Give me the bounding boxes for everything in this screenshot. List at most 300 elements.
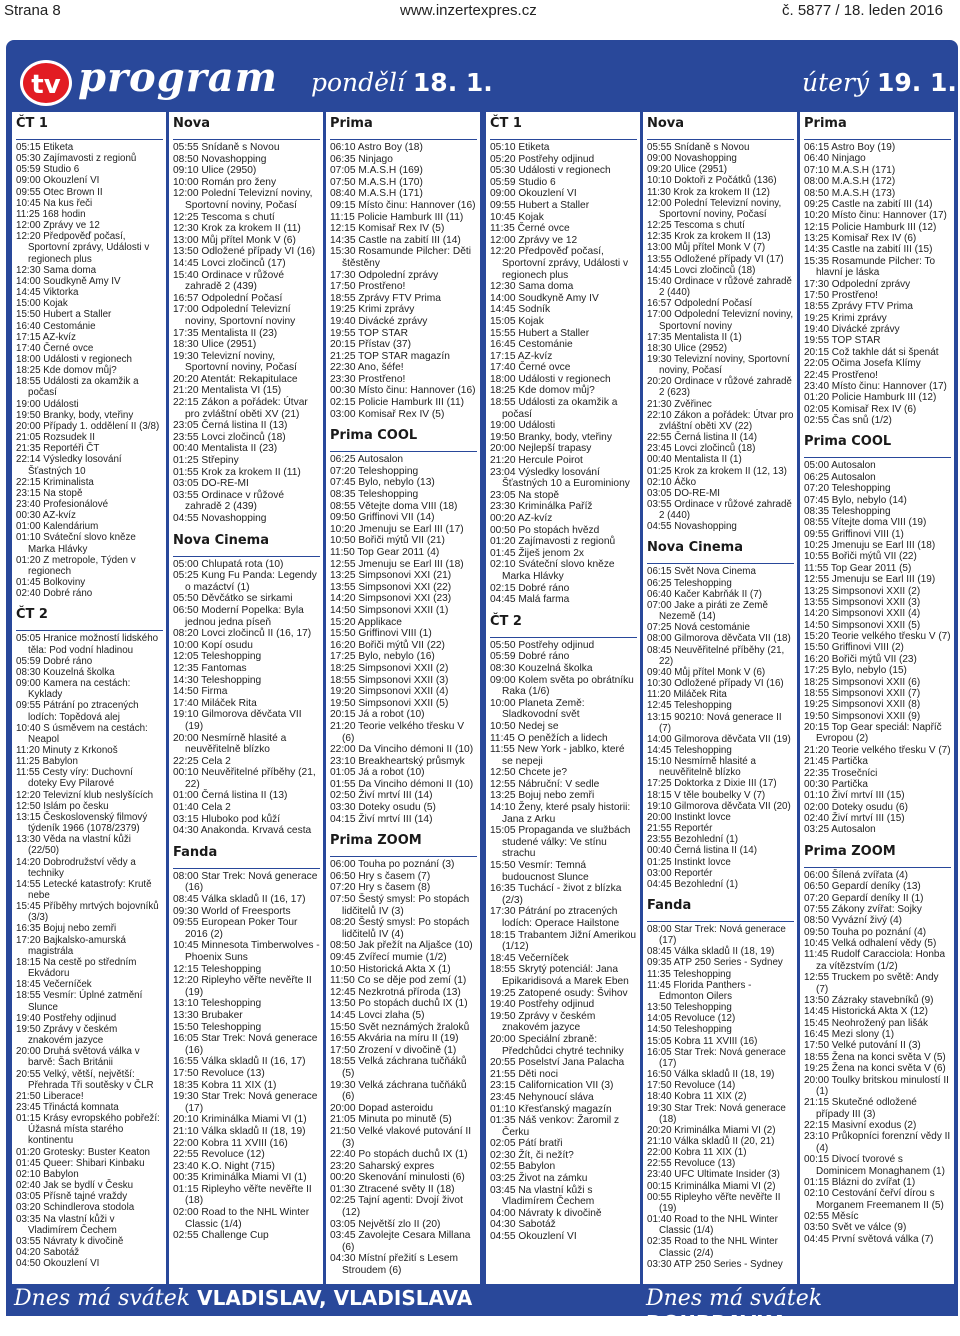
program-entry: 18:30 Ulice (2952) <box>647 342 728 354</box>
program-entry: 00:15 Kriminálka Miami VI (2) <box>647 1180 776 1192</box>
program-entry: 19:55 TOP STAR <box>804 335 881 347</box>
program-entry: 17:15 AZ-kvíz <box>490 350 553 362</box>
program-entry: 10:00 Kopí osudu <box>173 639 253 651</box>
program-entry: 02:30 Žít, či nežít? <box>490 1149 574 1161</box>
program-entry: 22:00 Kobra 11 XVIII (16) <box>173 1137 288 1149</box>
program-entry: 06:50 Hry s časem (7) <box>330 870 431 882</box>
program-entry: 12:05 Teleshopping <box>173 651 262 663</box>
program-list <box>173 140 320 525</box>
program-entry: 14:00 Gilmorova děvčata VII (19) <box>647 733 791 745</box>
nameday-right-names: DOUBRAVKA <box>646 1311 788 1335</box>
program-entry: 14:45 Historická Akta X (12) <box>804 1006 928 1018</box>
program-list <box>647 140 794 532</box>
program-entry: 18:30 Ulice (2951) <box>173 339 257 351</box>
program-entry: 06:40 Kačer Kabrňák II (7) <box>647 588 762 600</box>
program-entry: 02:10 Áčko <box>647 476 697 488</box>
program-entry: 01:35 Náš venkov: Žaromil z Čerku <box>490 1115 620 1138</box>
schedule-column <box>12 112 166 1284</box>
program-entry: 05:59 Studio 6 <box>16 164 80 176</box>
program-entry: 05:20 Postřehy odjinud <box>490 153 595 165</box>
program-entry: 18:55 Události za okamžik a počasí <box>16 376 139 399</box>
issue-info: č. 5877 / 18. leden 2016 <box>782 2 943 19</box>
program-entry: 13:00 Můj přítel Monk V (7) <box>647 242 766 254</box>
program-entry: 18:45 Večerníček <box>16 979 92 991</box>
program-entry: 17:40 Černé ovce <box>490 362 571 374</box>
program-entry: 08:30 Kouzelná školka <box>490 662 593 674</box>
program-entry: 17:50 Revoluce (14) <box>647 1080 736 1092</box>
day1-label: pondělí <box>311 68 405 97</box>
program-entry: 19:25 Krimi zprávy <box>330 304 415 316</box>
program-entry: 23:05 Na stopě <box>490 489 560 501</box>
program-entry: 01:45 Žiješ jenom 2x <box>490 547 585 559</box>
program-entry: 15:05 Kojak <box>490 315 544 327</box>
program-list <box>16 140 163 599</box>
program-entry: 15:50 Griffinovi VIII (2) <box>804 642 904 654</box>
program-entry: 15:40 Ordinace v růžové zahradě 2 (439) <box>173 269 284 293</box>
program-entry: 10:50 Nedej se <box>490 720 559 732</box>
program-entry: 12:50 Chcete je? <box>490 767 568 779</box>
program-entry: 13:10 Teleshopping <box>173 998 262 1010</box>
program-entry: 19:40 Postřehy odjinud <box>16 1012 117 1024</box>
program-entry: 09:20 Ulice (2951) <box>647 164 728 176</box>
program-entry: 08:45 Neuvěřitelné příběhy (21, 22) <box>647 644 785 667</box>
program-entry: 20:20 Atentát: Rekapitulace <box>173 373 298 385</box>
program-entry: 16:35 Tuchácí - život z blízka (2/3) <box>490 883 622 906</box>
channel-heading: Prima ZOOM <box>804 842 951 868</box>
program-entry: 17:25 Doktorka z Dixie III (17) <box>647 778 777 790</box>
program-entry: 05:59 Dobré ráno <box>490 651 570 663</box>
program-entry: 09:50 Griffinovi VII (14) <box>330 512 435 524</box>
program-entry: 19:10 Gilmorova děvčata VII (19) <box>173 709 302 732</box>
program-entry: 23:15 Californication VII (3) <box>490 1080 614 1092</box>
program-entry: 21:20 Herculе Poirot <box>490 455 583 467</box>
program-entry: 14:45 Lovci zločinců (18) <box>647 264 756 276</box>
program-entry: 09:15 Místo činu: Hannover (16) <box>330 199 476 211</box>
program-entry: 02:05 Komisař Rex IV (6) <box>804 403 917 415</box>
program-entry: 15:05 Kobra 11 XVIII (16) <box>647 1035 758 1047</box>
program-entry: 08:00 Star Trek: Nová generace (16) <box>173 870 318 894</box>
program-entry: 11:55 Top Gear 2011 (5) <box>804 562 912 574</box>
program-entry: 21:55 Reportér <box>647 823 713 835</box>
program-entry: 05:10 Etiketa <box>490 142 550 153</box>
program-entry: 19:50 Simpsonovi XXII (9) <box>804 710 921 722</box>
program-list <box>804 140 951 426</box>
program-entry: 00:20 Skenování minulosti (6) <box>330 1172 465 1184</box>
program-entry: 08:55 Vítejte doma VIII (19) <box>804 517 927 529</box>
program-entry: 11:20 Miláček Rita <box>647 689 727 701</box>
program-list <box>804 458 951 835</box>
tv-program-panel <box>6 40 958 1335</box>
program-entry: 11:45 Rudolf Caracciola: Honba za vítězstvím (1/2) <box>804 949 946 972</box>
program-entry: 16:55 Válka skladů II (16, 17) <box>173 1056 306 1068</box>
program-entry: 10:50 Historická Akta X (1) <box>330 963 451 975</box>
program-entry: 14:35 Castle na zabití III (15) <box>804 244 933 256</box>
program-entry: 12:30 Krok za krokem II (11) <box>173 223 301 235</box>
program-logo: program <box>78 54 279 101</box>
program-entry: 01:10 Křesťanský magazín <box>490 1103 612 1115</box>
program-entry: 06:25 Autosalon <box>804 471 876 483</box>
program-entry: 12:20 Televizní klub neslyšících <box>16 789 154 801</box>
program-list <box>330 140 477 420</box>
program-entry: 18:00 Události v regionech <box>16 353 133 365</box>
program-entry: 17:50 Prostřeno! <box>804 289 878 301</box>
program-entry: 18:55 Skrytý potenciál: Jana Epikaridisová a Marek Eben <box>490 964 629 987</box>
program-entry: 07:50 Šestý smysl: Po stopách lidčitelů IV (3) <box>330 894 470 917</box>
program-entry: 19:25 Zatopené osudy: Švihov <box>490 987 628 999</box>
program-entry: 16:40 Cestománie <box>16 320 96 332</box>
program-entry: 02:15 Policie Hamburk III (11) <box>330 397 465 409</box>
program-entry: 00:50 Po stopách hvězd <box>490 524 600 536</box>
program-list <box>330 452 477 825</box>
program-entry: 17:15 AZ-kvíz <box>16 331 76 343</box>
program-entry: 17:25 Bylo, nebylo (16) <box>330 651 435 663</box>
program-entry: 22:00 Da Vinciho démoni II (10) <box>330 744 474 756</box>
program-entry: 19:50 Simpsonovi XXII (5) <box>330 697 449 709</box>
program-entry: 09:45 Zvířecí mumie (1/2) <box>330 952 447 963</box>
program-entry: 19:40 Divácké zprávy <box>804 324 900 335</box>
program-entry: 17:00 Odpolední Televizní noviny, Sportovní noviny <box>173 304 296 327</box>
program-entry: 00:30 Místo činu: Hannover (16) <box>330 385 476 397</box>
program-entry: 10:10 Doktoři z Počátků (136) <box>647 175 777 187</box>
program-entry: 13:25 Simpsonovi XXII (2) <box>804 585 921 597</box>
program-entry: 19:50 Branky, body, vteřiny <box>16 409 134 421</box>
program-entry: 01:40 Cela 2 <box>173 802 231 814</box>
program-entry: 20:00 Toulky britskou minulostí II (1) <box>804 1074 949 1097</box>
program-entry: 03:25 Autosalon <box>804 824 876 836</box>
program-list <box>173 557 320 837</box>
program-entry: 03:30 Doteky osudu (5) <box>330 802 436 814</box>
program-entry: 17:20 Bajkalsko-amurská magistrála <box>16 934 126 957</box>
program-entry: 20:00 Dopad asteroidu <box>330 1102 434 1114</box>
program-entry: 10:45 Minnesota Timberwolves - Phoenix Suns <box>173 940 320 963</box>
program-entry: 04:00 Návraty k divočině <box>490 1207 602 1219</box>
program-entry: 19:50 Branky, body, vteřiny <box>490 431 612 443</box>
program-entry: 09:10 Ulice (2950) <box>173 165 257 177</box>
program-entry: 21:05 Rozsudek II <box>16 432 95 444</box>
program-entry: 05:50 Děvčátko se sirkami <box>173 593 293 605</box>
program-entry: 15:45 Příběhy mrtvých bojovníků (3/3) <box>16 901 159 924</box>
program-entry: 23:10 Průkopníci forenzní vědy II (4) <box>804 1131 951 1154</box>
program-entry: 15:40 Ordinace v růžové zahradě 2 (440) <box>647 275 792 299</box>
program-entry: 04:30 Anakonda. Krvavá cesta <box>173 825 312 837</box>
program-entry: 08:30 Kouzelná školka <box>16 666 115 678</box>
program-entry: 06:15 Astro Boy (19) <box>804 142 896 153</box>
program-entry: 03:25 Život na zámku <box>490 1173 588 1185</box>
channel-heading: Prima ZOOM <box>330 831 477 857</box>
program-entry: 23:20 Saharský expres <box>330 1160 435 1172</box>
program-entry: 14:30 Teleshopping <box>173 674 262 686</box>
program-entry: 01:55 Da Vinciho démoni II (10) <box>330 778 474 790</box>
program-entry: 15:30 Rosamunde Pilcher: Děti štěstěny <box>330 246 472 269</box>
program-entry: 20:20 Kriminálka Miami VI (2) <box>647 1124 776 1136</box>
program-entry: 12:55 Jmenuju se Earl III (18) <box>330 558 464 570</box>
program-entry: 03:45 Na vlastní kůži s Vladimírem Čechem <box>490 1184 595 1208</box>
program-entry: 16:50 Válka skladů II (18, 19) <box>647 1069 775 1081</box>
channel-heading: Nova <box>173 114 320 140</box>
program-entry: 08:45 Válka skladů II (16, 17) <box>173 894 306 906</box>
program-entry: 09:00 Kolem světa po obrátníku Raka (1/6) <box>490 674 634 698</box>
program-entry: 12:30 Sama doma <box>490 281 574 293</box>
program-entry: 02:40 Dobré ráno <box>16 588 93 600</box>
program-entry: 22:55 Revoluce (13) <box>647 1158 736 1170</box>
program-list <box>490 140 637 606</box>
program-list <box>647 922 794 1270</box>
channel-heading: ČT 2 <box>490 612 637 638</box>
program-entry: 03:35 Na vlastní kůži v Vladimírem Čechem <box>16 1213 117 1236</box>
program-entry: 06:50 Gepardí deníky (13) <box>804 881 921 893</box>
program-entry: 05:59 Studio 6 <box>490 176 556 188</box>
program-entry: 07:10 M.A.S.H (171) <box>804 164 896 176</box>
program-entry: 12:15 Policie Hamburk III (12) <box>804 221 937 233</box>
program-entry: 14:50 Teleshopping <box>647 1024 732 1036</box>
page-header <box>0 0 960 24</box>
program-entry: 08:00 Gilmorova děvčata VII (18) <box>647 633 791 645</box>
program-entry: 07:20 Hry s časem (8) <box>330 882 431 894</box>
channel-heading: Fanda <box>647 896 794 922</box>
day-tuesday <box>802 68 957 97</box>
program-entry: 10:50 Bořiči mýtů VII (21) <box>330 535 445 547</box>
schedule-column <box>643 112 797 1284</box>
program-entry: 15:50 Vesmír: Temná budoucnost Slunce <box>490 860 589 883</box>
program-entry: 19:50 Zprávy v českém znakovém jazyce <box>16 1023 118 1047</box>
program-entry: 18:55 Žena na konci světa V (5) <box>804 1051 946 1063</box>
program-entry: 20:20 Ordinace v růžové zahradě 2 (623) <box>647 376 792 399</box>
program-entry: 09:40 Můj přítel Monk V (6) <box>647 666 766 678</box>
program-entry: 08:50 M.A.S.H (173) <box>804 187 896 199</box>
nameday-left <box>14 1286 472 1312</box>
program-entry: 05:25 Kung Fu Panda: Legendy o mazáctví (1) <box>173 570 317 593</box>
program-entry: 12:15 Komisař Rex IV (5) <box>330 223 445 235</box>
program-entry: 13:25 Komisař Rex IV (6) <box>804 233 917 244</box>
program-entry: 20:55 Poselství Jana Palacha <box>490 1057 625 1069</box>
program-entry: 13:00 Můj přítel Monk V (6) <box>173 234 296 246</box>
program-entry: 20:00 Speciální zbraně: Předchůdci chytré techniky <box>490 1033 624 1057</box>
program-entry: 17:40 Miláček Rita <box>173 697 257 709</box>
channel-heading: Nova <box>647 114 794 140</box>
program-entry: 16:20 Bořiči mýtů VII (22) <box>330 639 445 651</box>
program-entry: 09:00 Okouzlení VI <box>490 188 577 200</box>
program-entry: 08:50 Vyvázní živý (4) <box>804 915 903 927</box>
program-entry: 18:35 Kobra 11 XIX (1) <box>173 1079 277 1091</box>
program-entry: 01:45 Bolkoviny <box>16 577 86 589</box>
program-entry: 01:20 Grotesky: Buster Keaton <box>16 1146 150 1158</box>
program-entry: 01:30 Ztracené světy II (18) <box>330 1183 455 1195</box>
program-entry: 08:45 Válka skladů II (18, 19) <box>647 946 775 958</box>
program-entry: 06:35 Ninjago <box>330 153 393 165</box>
program-entry: 05:30 Události v regionech <box>490 165 611 177</box>
program-entry: 02:55 Challenge Cup <box>173 1230 269 1242</box>
program-entry: 19:30 Star Trek: Nová generace (18) <box>647 1102 786 1125</box>
program-entry: 13:50 Po stopách duchů IX (1) <box>330 998 468 1010</box>
program-entry: 06:10 Astro Boy (18) <box>330 142 423 153</box>
program-entry: 18:55 Zprávy FTV Prima <box>330 292 441 304</box>
program-entry: 01:15 Blázni do zvířat (1) <box>804 1176 916 1188</box>
program-entry: 08:40 M.A.S.H (171) <box>330 188 423 200</box>
program-entry: 02:10 Sváteční slovo kněze Marka Hlávky <box>490 559 615 582</box>
program-entry: 05:00 Autosalon <box>804 460 876 472</box>
program-entry: 20:00 Nesmírně hlasité a neuvěřitelně blízko <box>173 732 287 756</box>
channel-heading: Fanda <box>173 843 320 869</box>
nameday-left-names: VLADISLAV, VLADISLAVA <box>197 1286 473 1310</box>
program-entry: 23:55 Bezohlední (1) <box>647 834 738 846</box>
program-entry: 09:00 Novashopping <box>647 153 737 165</box>
program-entry: 07:25 Nová cestománie <box>647 622 750 634</box>
schedule-column <box>326 112 480 1284</box>
program-entry: 21:20 Teorie velkého třesku V (6) <box>330 720 465 744</box>
website-url[interactable]: www.inzertexpres.cz <box>400 2 537 19</box>
program-entry: 06:00 Šílená zvířata (4) <box>804 869 908 881</box>
program-entry: 03:05 DO-RE-MI <box>647 487 720 499</box>
program-entry: 19:30 Televizní noviny, Sportovní noviny, Počasí <box>647 353 790 377</box>
program-entry: 06:15 Svět Nova Cinema <box>647 566 756 578</box>
program-entry: 02:40 Živí mrtví III (15) <box>804 813 905 824</box>
program-entry: 12:00 Zprávy ve 12 <box>16 220 100 232</box>
program-entry: 04:55 Okouzlení VI <box>490 1231 577 1243</box>
program-entry: 23:30 Kriminálka Paříž <box>490 501 593 513</box>
program-entry: 16:45 Cestománie <box>490 339 573 351</box>
program-entry: 12:45 Teleshopping <box>647 700 732 712</box>
program-entry: 11:20 Minuty z Krkonoš <box>16 744 118 756</box>
program-entry: 11:55 New York - jablko, které se nepeji <box>490 744 625 767</box>
program-entry: 07:00 Jake a piráti ze Země Nezemě (14) <box>647 599 768 623</box>
program-entry: 03:05 Přísně tajné vraždy <box>16 1191 128 1203</box>
program-entry: 04:15 Živí mrtví III (14) <box>330 813 433 825</box>
program-entry: 05:55 Snídaně s Novou <box>647 142 750 153</box>
program-entry: 23:10 Breakheartský průsmyk <box>330 755 465 767</box>
program-entry: 04:45 Malá farma <box>490 594 570 606</box>
program-entry: 01:15 Ripleyho věřte nevěřte II (18) <box>173 1183 312 1207</box>
program-entry: 09:35 ATP 250 Series - Sydney <box>647 957 783 969</box>
program-entry: 05:50 Postřehy odjinud <box>490 639 595 651</box>
program-entry: 18:55 Události za okamžik a počasí <box>490 397 618 420</box>
program-entry: 19:30 Televizní noviny, Sportovní noviny, Počasí <box>173 350 297 374</box>
program-entry: 20:15 Což takhle dát si špenát <box>804 346 939 358</box>
program-entry: 12:00 Polední Televizní noviny, Sportovní noviny, Počasí <box>173 188 313 211</box>
program-entry: 15:20 Teorie velkého třesku V (7) <box>804 631 951 642</box>
program-entry: 07:55 Zákony zvířat: Sojky <box>804 903 922 915</box>
program-entry: 04:45 První světová válka (7) <box>804 1233 934 1245</box>
program-entry: 11:50 Co se děje pod zemí (1) <box>330 975 467 987</box>
program-entry: 12:20 Ripleyho věřte nevěřte II (19) <box>173 975 312 998</box>
program-entry: 08:50 Jak přežít na Aljašce (10) <box>330 940 473 952</box>
program-entry: 01:25 Krok za krokem II (12, 13) <box>647 465 787 477</box>
program-entry: 10:45 Velká odhalení vědy (5) <box>804 938 937 949</box>
program-entry: 21:25 TOP STAR magazín <box>330 350 450 362</box>
program-entry: 20:15 Já a robot (10) <box>330 709 425 721</box>
program-entry: 23:40 Místo činu: Hannover (17) <box>804 380 947 392</box>
program-entry: 18:45 Večerníček <box>490 952 569 964</box>
program-entry: 22:05 Očima Josefa Klímy <box>804 358 921 370</box>
program-entry: 03:45 Zavolejte Cesara Millana (6) <box>330 1230 471 1253</box>
program-entry: 10:30 Odložené případy VI (16) <box>647 678 784 690</box>
program-entry: 05:00 Chlupatá rota (10) <box>173 558 284 570</box>
channel-heading: Prima <box>330 114 477 140</box>
program-entry: 09:55 Pátrání po ztracených lodích: Topědová alej <box>16 700 139 723</box>
program-entry: 20:10 Kriminálka Miami VI (1) <box>173 1114 307 1126</box>
program-entry: 00:55 Ripleyho věřte nevěřte II (19) <box>647 1191 781 1214</box>
program-entry: 11:50 Top Gear 2011 (4) <box>330 547 440 558</box>
schedule-column <box>486 112 640 1284</box>
program-entry: 17:50 Velké putování II (3) <box>804 1040 921 1052</box>
program-entry: 22:15 Masivní exodus (2) <box>804 1120 917 1131</box>
program-entry: 21:50 Velké vlakové putování II (3) <box>330 1125 472 1149</box>
program-entry: 01:20 Policie Hamburk III (12) <box>804 392 937 404</box>
program-entry: 16:57 Odpolední Počasí <box>647 298 753 310</box>
program-entry: 07:05 M.A.S.H (169) <box>330 165 423 177</box>
program-entry: 11:30 Krok za krokem II (12) <box>647 186 770 198</box>
program-entry: 19:00 Události <box>16 398 79 410</box>
nameday-left-prefix: Dnes má svátek <box>14 1286 191 1311</box>
program-entry: 03:00 Komisař Rex IV (5) <box>330 408 445 420</box>
program-entry: 14:20 Simpsonovi XXII (4) <box>804 608 921 620</box>
channel-heading: Prima COOL <box>804 432 951 458</box>
program-entry: 21:10 Válka skladů II (18, 19) <box>173 1125 306 1137</box>
program-entry: 03:30 ATP 250 Series - Sydney <box>647 1258 783 1270</box>
program-entry: 00:15 Divocí tvorové s Dominicem Monaghanem (1) <box>804 1154 945 1177</box>
channel-heading: Nova Cinema <box>173 531 320 557</box>
program-entry: 05:55 Snídaně s Novou <box>173 142 280 153</box>
program-entry: 04:30 Sabotáž <box>490 1219 556 1231</box>
program-entry: 05:15 Etiketa <box>16 142 74 153</box>
program-entry: 14:45 Viktorka <box>16 287 79 299</box>
program-entry: 02:55 Čas snů (1/2) <box>804 415 892 426</box>
program-entry: 18:55 Zprávy FTV Prima <box>804 301 913 313</box>
program-entry: 11:55 Cesty víry: Duchovní doteky Evy Pilarové <box>16 767 133 790</box>
program-entry: 12:00 Zprávy ve 12 <box>490 234 578 246</box>
program-entry: 12:35 Krok za krokem II (13) <box>647 231 771 243</box>
program-entry: 14:35 Castle na zabití III (14) <box>330 234 461 246</box>
program-entry: 23:40 Profesionálové <box>16 499 109 510</box>
program-entry: 15:55 Hubert a Staller <box>490 327 590 339</box>
program-entry: 20:15 Top Gear speciál: Napříč Evropou (2) <box>804 722 942 745</box>
program-entry: 01:05 Já a robot (10) <box>330 767 425 779</box>
program-entry: 02:50 Živí mrtví III (14) <box>330 790 433 802</box>
program-list <box>16 631 163 1269</box>
program-entry: 01:20 Zajímavosti z regionů <box>490 536 616 548</box>
program-entry: 08:35 Teleshopping <box>804 505 891 517</box>
program-entry: 03:00 Reportér <box>647 867 713 879</box>
program-entry: 16:57 Odpolední Počasí <box>173 292 283 304</box>
program-entry: 20:00 Případy 1. oddělení II (3/8) <box>16 420 160 432</box>
program-entry: 16:55 Akvária na míru II (19) <box>330 1033 459 1045</box>
program-entry: 14:45 Teleshopping <box>647 744 732 756</box>
program-entry: 01:10 Živí mrtví III (15) <box>804 790 905 802</box>
program-entry: 12:15 Teleshopping <box>173 963 262 975</box>
program-entry: 14:55 Letecké katastrofy: Krutě nebe <box>16 878 152 901</box>
program-entry: 02:40 Jak se bydlí v Česku <box>16 1180 134 1192</box>
program-entry: 13:30 Věda na vlastní kůži (22/50) <box>16 834 131 857</box>
program-entry: 11:45 Florida Panthers - Edmonton Oilers <box>647 979 752 1002</box>
program-entry: 07:45 Bylo, nebylo (13) <box>330 477 435 489</box>
program-entry: 12:55 Jmenuju se Earl III (19) <box>804 574 936 586</box>
day1-date: 18. 1. <box>412 68 493 97</box>
program-entry: 19:20 Simpsonovi XXII (4) <box>330 686 449 698</box>
program-entry: 18:15 Na cestě po středním Ekvádoru <box>16 956 137 980</box>
program-entry: 04:30 Místní přežití s Lesem Stroudem (6) <box>330 1253 458 1277</box>
program-entry: 15:50 Griffinovi VIII (1) <box>330 628 432 640</box>
program-entry: 22:45 Prostřeno! <box>804 369 878 381</box>
program-entry: 05:30 Zajímavosti z regionů <box>16 153 137 165</box>
schedule-column <box>169 112 323 1284</box>
program-entry: 02:00 Doteky osudu (6) <box>804 801 908 813</box>
program-entry: 19:25 Krimi zprávy <box>804 312 887 324</box>
program-entry: 10:00 Planeta Země: Sladkovodní svět <box>490 697 585 721</box>
channel-heading: ČT 2 <box>16 605 163 631</box>
program-entry: 12:50 Islám po česku <box>16 800 109 812</box>
program-entry: 14:45 Lovci zlaha (5) <box>330 1009 425 1021</box>
program-entry: 21:55 Děti noci <box>490 1068 558 1080</box>
program-entry: 22:15 Kriminalista <box>16 476 94 488</box>
